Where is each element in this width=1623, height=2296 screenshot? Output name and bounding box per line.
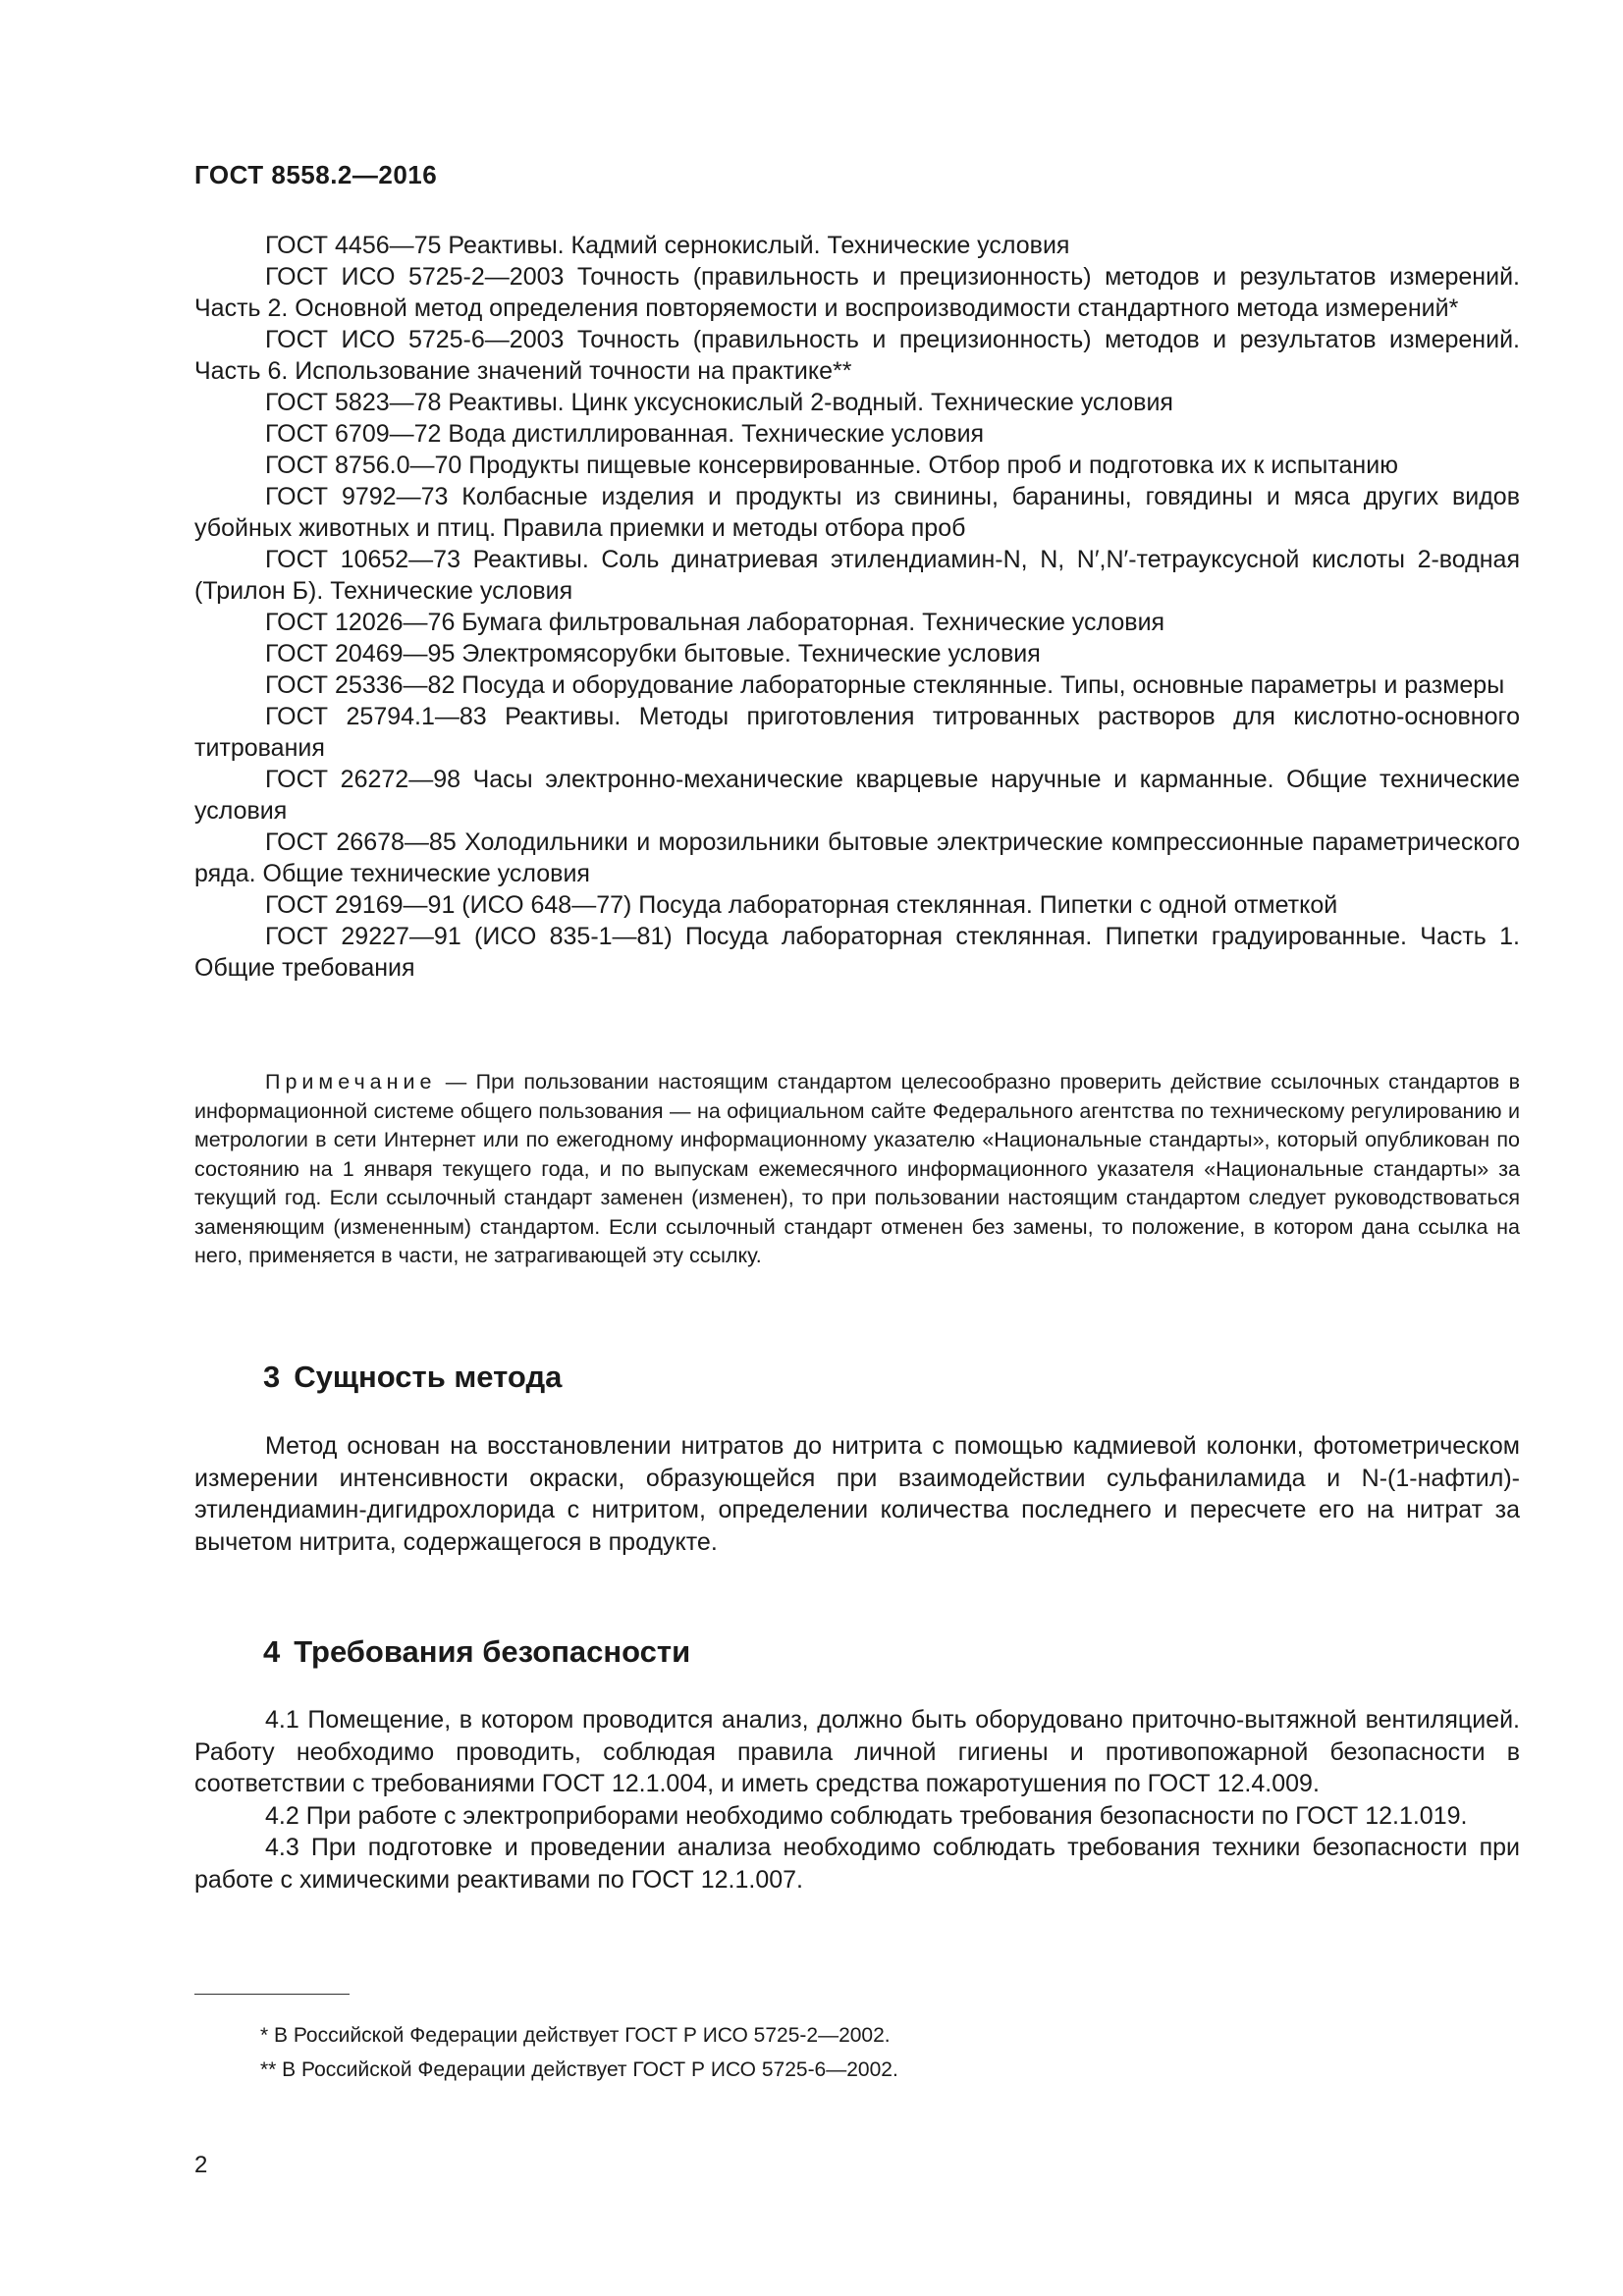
footnote-item: ** В Российской Федерации действует ГОСТ Р ИСО 5725-6—2002.	[260, 2058, 898, 2081]
reference-item: ГОСТ 8756.0—70 Продукты пищевые консервированные. Отбор проб и подготовка их к испытанию	[265, 452, 1398, 479]
reference-item: ГОСТ 4456—75 Реактивы. Кадмий сернокислый. Технические условия	[265, 232, 1070, 259]
page-number: 2	[194, 2152, 208, 2178]
reference-item: ГОСТ 5823—78 Реактивы. Цинк уксуснокислый 2-водный. Технические условия	[265, 389, 1173, 416]
paragraph: 4.3 При подготовке и проведении анализа необходимо соблюдать требования техники безопасности при работе с химическими реактивами по ГОСТ 12.1.007.	[194, 1834, 1520, 1894]
section-3-body	[194, 1430, 1520, 1558]
reference-item: ГОСТ 29169—91 (ИСО 648—77) Посуда лабораторная стеклянная. Пипетки с одной отметкой	[265, 891, 1338, 919]
reference-item: ГОСТ 25794.1—83 Реактивы. Методы приготовления титрованных растворов для кислотно-основного титрования	[194, 703, 1520, 762]
section-title: Сущность метода	[294, 1360, 563, 1394]
reference-item: ГОСТ ИСО 5725-2—2003 Точность (правильность и прецизионность) методов и результатов измерений. Часть 2. Основной метод определения повторяемости и воспроизводимости стандартного метода измерений*	[194, 263, 1520, 322]
reference-note	[194, 1068, 1520, 1271]
section-number: 3	[263, 1360, 281, 1394]
paragraph: Метод основан на восстановлении нитратов до нитрита с помощью кадмиевой колонки, фотометрическом измерении интенсивности окраски, образующейся при взаимодействии сульфаниламида и N-(1-нафтил)-этилендиамин-дигидрохлорида с нитритом, определении количества последнего и пересчете его на нитрат за вычетом нитрита, содержащегося в продукте.	[194, 1432, 1520, 1556]
normative-references-list	[194, 230, 1520, 984]
reference-item: ГОСТ 20469—95 Электромясорубки бытовые. Технические условия	[265, 640, 1041, 667]
reference-item: ГОСТ 12026—76 Бумага фильтровальная лабораторная. Технические условия	[265, 609, 1165, 636]
reference-item: ГОСТ 26678—85 Холодильники и морозильники бытовые электрические компрессионные параметрического ряда. Общие технические условия	[194, 828, 1520, 887]
reference-item: ГОСТ 6709—72 Вода дистиллированная. Технические условия	[265, 420, 985, 448]
reference-item: ГОСТ 29227—91 (ИСО 835-1—81) Посуда лабораторная стеклянная. Пипетки градуированные. Часть 1. Общие требования	[194, 923, 1520, 982]
footnote-divider	[194, 1994, 350, 1995]
paragraph: 4.1 Помещение, в котором проводится анализ, должно быть оборудовано приточно-вытяжной вентиляцией. Работу необходимо проводить, соблюдая правила личной гигиены и противопожарной безопасности в соответствии с требованиями ГОСТ 12.1.004, и иметь средства пожаротушения по ГОСТ 12.4.009.	[194, 1706, 1520, 1797]
document-code-header: ГОСТ 8558.2—2016	[194, 160, 438, 189]
reference-item: ГОСТ 25336—82 Посуда и оборудование лабораторные стеклянные. Типы, основные параметры и размеры	[265, 671, 1505, 699]
section-number: 4	[263, 1634, 281, 1669]
section-4-heading	[263, 1634, 690, 1670]
reference-item: ГОСТ 10652—73 Реактивы. Соль динатриевая этилендиамин-N, N, N′,N′-тетрауксусной кислоты 2-водная (Трилон Б). Технические условия	[194, 546, 1520, 605]
note-label: Примечание	[265, 1070, 437, 1094]
footnote-item: * В Российской Федерации действует ГОСТ Р ИСО 5725-2—2002.	[260, 2024, 891, 2047]
reference-item: ГОСТ ИСО 5725-6—2003 Точность (правильность и прецизионность) методов и результатов измерений. Часть 6. Использование значений точности на практике**	[194, 326, 1520, 385]
section-3-heading	[263, 1360, 562, 1395]
section-4-body	[194, 1704, 1520, 1896]
reference-item: ГОСТ 9792—73 Колбасные изделия и продукты из свинины, баранины, говядины и мяса других видов убойных животных и птиц. Правила приемки и методы отбора проб	[194, 483, 1520, 542]
reference-item: ГОСТ 26272—98 Часы электронно-механические кварцевые наручные и карманные. Общие технические условия	[194, 766, 1520, 825]
paragraph: 4.2 При работе с электроприборами необходимо соблюдать требования безопасности по ГОСТ 12.1.019.	[265, 1801, 1468, 1830]
section-title: Требования безопасности	[294, 1634, 691, 1669]
note-text: — При пользовании настоящим стандартом целесообразно проверить действие ссылочных стандартов в информационной системе общего пользования — на официальном сайте Федерального агентства по техническому регулированию и метрологии в сети Интернет или по ежегодному информационному указателю «Национальные стандарты», который опубликован по состоянию на 1 января текущего года, и по выпускам ежемесячного информационного указателя «Национальные стандарты» за текущий год. Если ссылочный стандарт заменен (изменен), то при пользовании настоящим стандартом следует руководствоваться заменяющим (измененным) стандартом. Если ссылочный стандарт отменен без замены, то положение, в котором дана ссылка на него, применяется в части, не затрагивающей эту ссылку.	[194, 1070, 1520, 1267]
